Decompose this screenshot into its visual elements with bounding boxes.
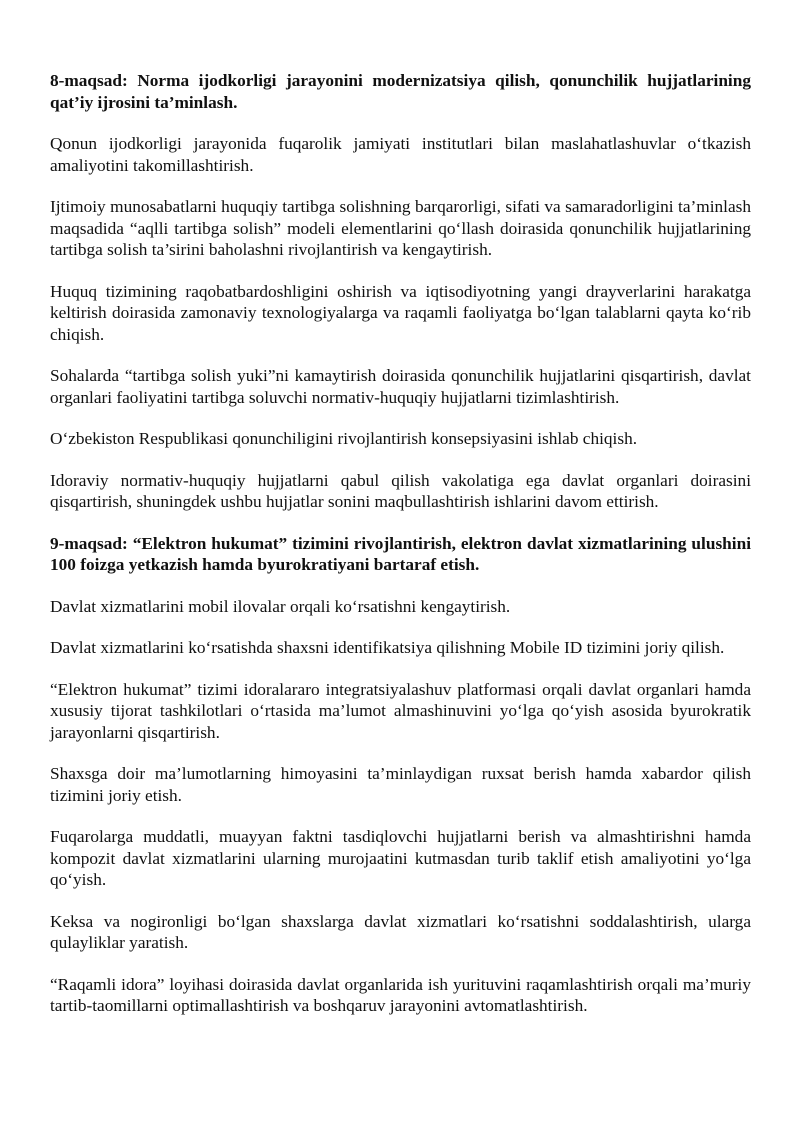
section-9-paragraph: Fuqarolarga muddatli, muayyan faktni tasdiqlovchi hujjatlarni berish va almashtirishni hamda kompozit davlat xizmatlarini ularning murojaatini kutmasdan turib taklif etish amaliyotini yo‘lga qo‘yish. [50, 827, 751, 889]
section-8-paragraph: O‘zbekiston Respublikasi qonunchiligini rivojlantirish konsepsiyasini ishlab chiqish. [50, 429, 638, 448]
section-9-paragraph: “Raqamli idora” loyihasi doirasida davlat organlarida ish yurituvini raqamlashtirish orqali ma’muriy tartib-taomillarni optimallashtirish va boshqaruv jarayonini avtomatlashtirish. [50, 974, 751, 1015]
section-9-paragraph: Keksa va nogironligi bo‘lgan shaxslarga davlat xizmatlari ko‘rsatishni soddalashtirish, ularga qulayliklar yaratish. [50, 911, 751, 952]
section-8-paragraph: Qonun ijodkorligi jarayonida fuqarolik jamiyati institutlari bilan maslahatlashuvlar o‘tkazish amaliyotini takomillashtirish. [50, 134, 751, 175]
section-8-heading: 8-maqsad: Norma ijodkorligi jarayonini modernizatsiya qilish, qonunchilik hujjatlarining qat’iy ijrosini ta’minlash. [50, 71, 751, 112]
section-8-paragraph: Ijtimoiy munosabatlarni huquqiy tartibga solishning barqarorligi, sifati va samaradorligini ta’minlash maqsadida “aqlli tartibga solish” modeli elementlarini qo‘llash doirasida qonunchilik hujjatlarining tartibga solish ta’sirini baholashni rivojlantirish va kengaytirish. [50, 197, 751, 259]
section-9-paragraph: Shaxsga doir ma’lumotlarning himoyasini ta’minlaydigan ruxsat berish hamda xabardor qilish tizimini joriy etish. [50, 764, 751, 805]
section-8-paragraph: Huquq tizimining raqobatbardoshligini oshirish va iqtisodiyotning yangi drayverlarini harakatga keltirish doirasida zamonaviy texnologiyalarga va raqamli faoliyatga bo‘lgan talablarni qayta ko‘rib chiqish. [50, 281, 751, 344]
section-9-heading: 9-maqsad: “Elektron hukumat” tizimini rivojlantirish, elektron davlat xizmatlarining ulushini 100 foizga yetkazish hamda byurokratiyani bartaraf etish. [50, 533, 751, 574]
section-8-paragraph: Sohalarda “tartibga solish yuki”ni kamaytirish doirasida qonunchilik hujjatlarini qisqartirish, davlat organlari faoliyatini tartibga soluvchi normativ-huquqiy hujjatlarni tizimlashtirish. [50, 366, 751, 407]
section-9-paragraph: Davlat xizmatlarini mobil ilovalar orqali ko‘rsatishni kengaytirish. [50, 596, 511, 616]
document-page [50, 70, 751, 1037]
section-8-paragraph: Idoraviy normativ-huquqiy hujjatlarni qabul qilish vakolatiga ega davlat organlari doirasini qisqartirish, shuningdek ushbu hujjatlar sonini maqbullashtirish ishlarini davom ettirish. [50, 470, 751, 511]
section-9-paragraph: “Elektron hukumat” tizimi idoralararo integratsiyalashuv platformasi orqali davlat organlari hamda xususiy tijorat tashkilotlari o‘rtasida ma’lumot almashinuvini yo‘lga qo‘yish asosida byurokratik jarayonlarni qisqartirish. [50, 679, 751, 742]
section-9-paragraph: Davlat xizmatlarini ko‘rsatishda shaxsni identifikatsiya qilishning Mobile ID tizimini joriy qilish. [50, 638, 725, 657]
